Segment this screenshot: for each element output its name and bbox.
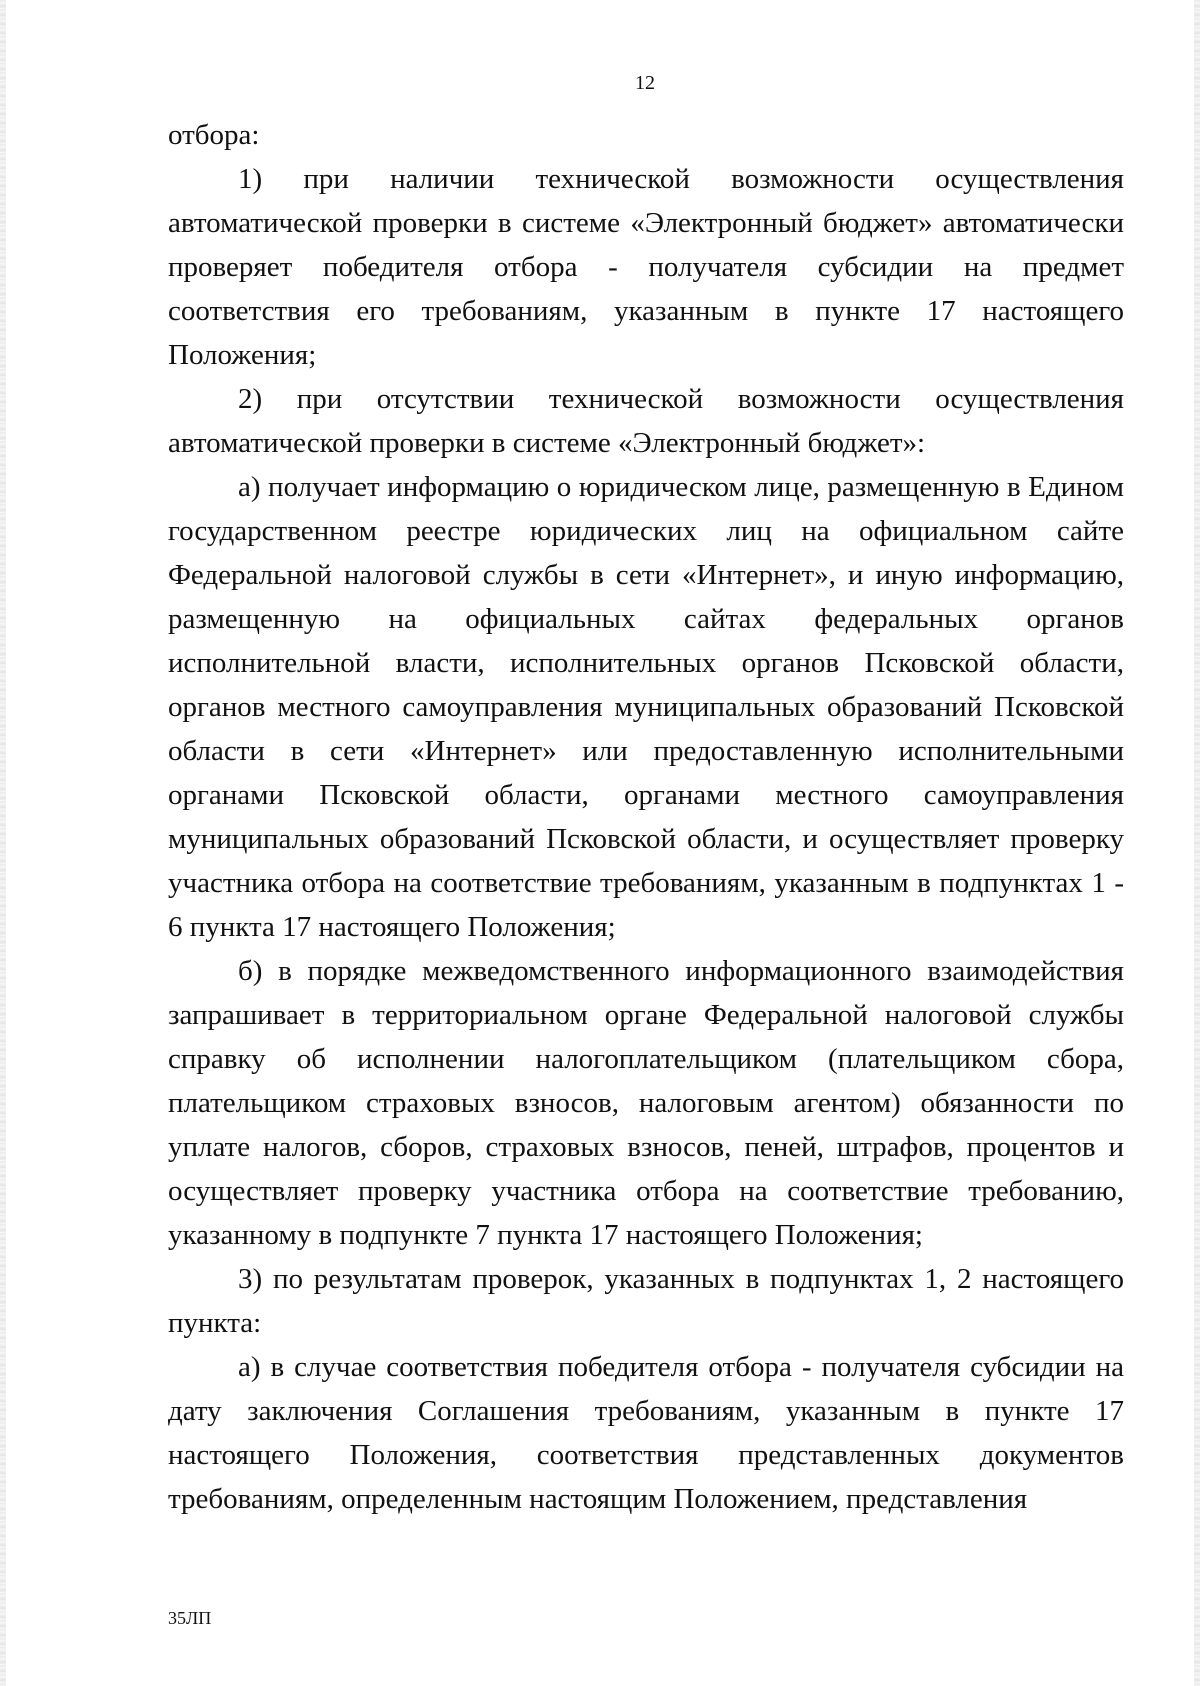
scan-edge-left — [0, 0, 6, 1686]
paragraph-item-2b: б) в порядке межведомственного информационного взаимодействия запрашивает в территориальном органе Федеральной налоговой службы справку об исполнении налогоплательщиком (плательщиком сбора, плательщиком страховых взносов, налоговым агентом) обязанности по уплате налогов, сборов, страховых взносов, пеней, штрафов, процентов и осуществляет проверку участника отбора на соответствие требованию, указанному в подпункте 7 пункта 17 настоящего Положения; — [168, 955, 1124, 1251]
document-body — [168, 113, 1124, 1521]
scan-edge-right — [1194, 0, 1200, 1686]
paragraph-item-3: 3) по результатам проверок, указанных в подпунктах 1, 2 настоящего пункта: — [168, 1263, 1124, 1339]
paragraph-item-1: 1) при наличии технической возможности осуществления автоматической проверки в системе «Электронный бюджет» автоматически проверяет победителя отбора - получателя субсидии на предмет соответствия его требованиям, указанным в пункте 17 настоящего Положения; — [168, 163, 1124, 371]
paragraph-item-2: 2) при отсутствии технической возможности осуществления автоматической проверки в системе «Электронный бюджет»: — [168, 383, 1124, 459]
paragraph-item-2a: а) получает информацию о юридическом лице, размещенную в Едином государственном реестре юридических лиц на официальном сайте Федеральной налоговой службы в сети «Интернет», и иную информацию, размещенную на официальных сайтах федеральных органов исполнительной власти, исполнительных органов Псковской области, органов местного самоуправления муниципальных образований Псковской области в сети «Интернет» или предоставленную исполнительными органами Псковской области, органами местного самоуправления муниципальных образований Псковской области, и осуществляет проверку участника отбора на соответствие требованиям, указанным в подпунктах 1 - 6 пункта 17 настоящего Положения; — [168, 471, 1124, 943]
document-code: 35ЛП — [168, 1608, 212, 1628]
paragraph-otbora: отбора: — [168, 119, 260, 151]
paragraph-item-3a: а) в случае соответствия победителя отбора - получателя субсидии на дату заключения Соглашения требованиям, указанным в пункте 17 настоящего Положения, соответствия представленных документов требованиям, определенным настоящим Положением, представления — [168, 1351, 1124, 1515]
page-number: 12 — [635, 72, 655, 94]
